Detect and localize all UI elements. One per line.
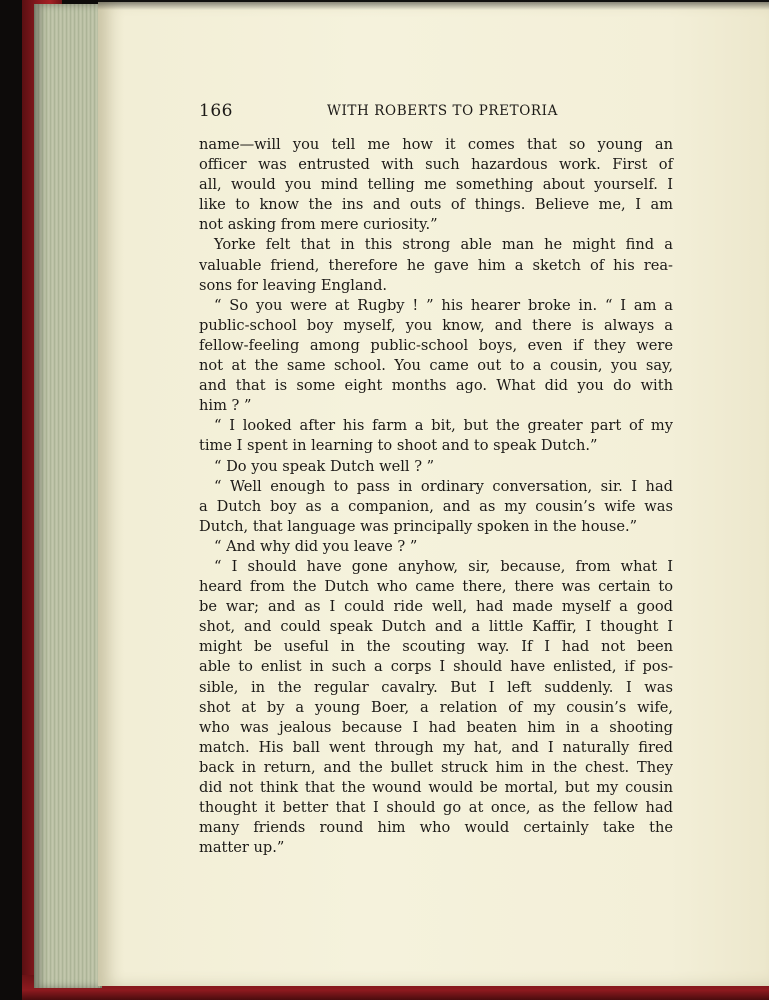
text-line: matter up.” — [199, 839, 285, 857]
text-line: heard from the Dutch who came there, there was certain to — [199, 578, 673, 596]
text-line: might be useful in the scouting way. If I had not been — [199, 638, 673, 656]
text-line: “ I should have gone anyhow, sir, because, from what I — [214, 557, 673, 575]
text-line: fellow-feeling among public-school boys, even if they were — [199, 336, 673, 354]
text-line: not asking from mere curiosity.” — [199, 216, 438, 234]
text-line: shot at by a young Boer, a relation of my cousin’s wife, — [199, 698, 673, 716]
text-line: shot, and could speak Dutch and a little Kaffir, I thought I — [199, 618, 673, 636]
text-line: a Dutch boy as a companion, and as my cousin’s wife was — [199, 497, 673, 515]
text-line: back in return, and the bullet struck him in the chest. They — [199, 758, 673, 776]
text-line: time I spent in learning to shoot and to speak Dutch.” — [199, 437, 598, 455]
text-line: Yorke felt that in this strong able man he might find a — [214, 236, 673, 254]
text-line: did not think that the wound would be mortal, but my cousin — [199, 779, 673, 796]
text-line: like to know the ins and outs of things. Believe me, I am — [199, 196, 673, 214]
text-line: many friends round him who would certainly take the — [199, 819, 673, 837]
text-line: not at the same school. You came out to a cousin, you say, — [199, 357, 673, 375]
text-line: all, would you mind telling me something about yourself. I — [199, 176, 673, 194]
text-line: “ So you were at Rugby ! ” his hearer broke in. “ I am a — [214, 296, 673, 314]
text-line: who was jealous because I had beaten him in a shooting — [199, 718, 673, 736]
text-line: valuable friend, therefore he gave him a sketch of his rea- — [199, 256, 673, 274]
text-line: name—will you tell me how it comes that so young an — [199, 136, 673, 153]
page-header — [199, 101, 673, 123]
page-edges — [34, 4, 102, 988]
text-line: and that is some eight months ago. What did you do with — [199, 377, 673, 395]
text-line: “ I looked after his farm a bit, but the greater part of my — [214, 417, 673, 435]
text-line: “ And why did you leave ? ” — [214, 537, 418, 555]
text-line: sons for leaving England. — [199, 276, 388, 294]
page-number: 166 — [199, 101, 233, 121]
text-line: public-school boy myself, you know, and there is always a — [199, 316, 673, 334]
text-line: him ? ” — [199, 397, 252, 415]
text-line: sible, in the regular cavalry. But I left suddenly. I was — [199, 678, 673, 696]
text-line: Dutch, that language was principally spoken in the house.” — [199, 517, 638, 535]
running-head: WITH ROBERTS TO PRETORIA — [327, 103, 558, 119]
text-line: able to enlist in such a corps I should have enlisted, if pos- — [199, 658, 673, 676]
text-line: thought it better that I should go at once, as the fellow had — [199, 799, 673, 817]
text-line: match. His ball went through my hat, and I naturally fired — [199, 738, 673, 756]
text-line: officer was entrusted with such hazardous work. First of — [199, 156, 673, 174]
text-line: be war; and as I could ride well, had made myself a good — [199, 598, 673, 616]
page-top-shadow — [98, 0, 769, 10]
text-line: “ Do you speak Dutch well ? ” — [214, 457, 435, 475]
text-line: “ Well enough to pass in ordinary conversation, sir. I had — [214, 477, 673, 495]
body-text — [199, 135, 673, 858]
